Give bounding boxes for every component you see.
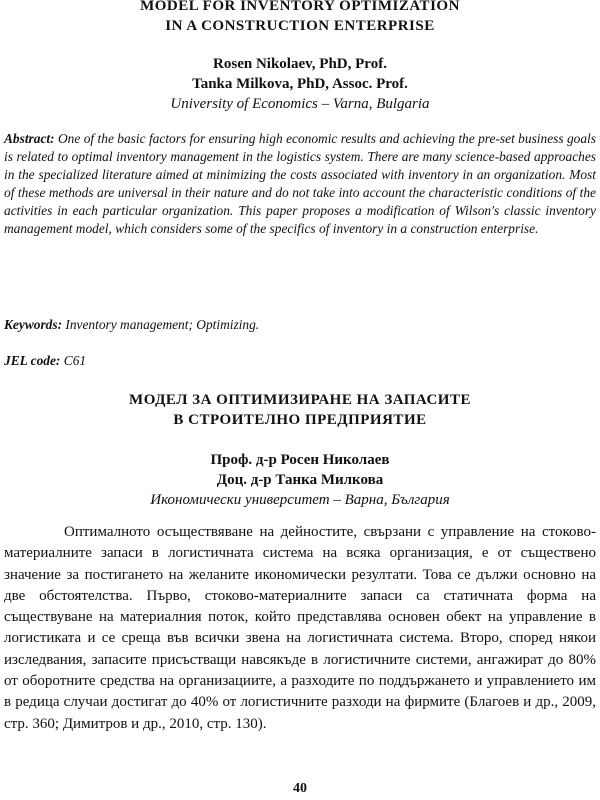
abstract-label: Abstract: — [4, 131, 55, 146]
english-title-line-1: MODEL FOR INVENTORY OPTIMIZATION — [140, 0, 460, 14]
english-affiliation: University of Economics – Varna, Bulgaria — [170, 96, 430, 112]
bulgarian-title-line-1: МОДЕЛ ЗА ОПТИМИЗИРАНЕ НА ЗАПАСИТЕ — [129, 392, 471, 408]
keywords-label: Keywords: — [4, 317, 63, 332]
jel-label: JEL code: — [4, 353, 61, 368]
jel-code — [4, 352, 596, 370]
bulgarian-title-line-2: В СТРОИТЕЛНО ПРЕДПРИЯТИЕ — [173, 412, 427, 428]
page-number: 40 — [293, 781, 307, 796]
bulgarian-affiliation: Икономически университет – Варна, България — [150, 492, 450, 508]
english-author-1: Rosen Nikolaev, PhD, Prof. — [213, 56, 387, 72]
jel-text: C61 — [63, 353, 87, 368]
english-title-line-2: IN A CONSTRUCTION ENTERPRISE — [165, 18, 435, 34]
abstract — [4, 130, 596, 238]
bulgarian-author-1: Проф. д-р Росен Николаев — [210, 452, 390, 468]
bulgarian-author-2: Доц. д-р Танка Милкова — [216, 472, 384, 488]
keywords-text: Inventory management; Optimizing. — [65, 317, 260, 332]
keywords — [4, 316, 596, 334]
english-author-2: Tanka Milkova, PhD, Assoc. Prof. — [192, 76, 408, 92]
body-paragraph: Оптималното осъществяване на дейностите, свързани с управление на стоково-материалните запаси в логистичната система на всяка организация, е от съществено значение за постигането на желаните икономически резултати. Това се дължи основно на две обстоятелства. Първо, стоково-материалните запаси са статичната форма на съществуване на материалния поток, който представлява основен обект на управление в логистиката и се среща във всички звена на логистичната система. Второ, според някои изследвания, запасите присъстващи навсякъде в логистичните системи, ангажират до 80% от оборотните средства на организациите, а разходите по поддържането и управлението им в редица случаи достигат до 40% от логистичните разходи на фирмите (Благоев и др., 2009, стр. 360; Димитров и др., 2010, стр. 130). — [4, 524, 596, 732]
abstract-text: One of the basic factors for ensuring high economic results and achieving the pre-set business goals is related to optimal inventory management in the logistics system. There are many science-based approaches in the specialized literature aimed at minimizing the costs associated with inventory in an organization. Most of these methods are universal in their nature and do not take into account the characteristic conditions of the activities in each particular organization. This paper proposes a modification of Wilson's classic inventory management model, which considers some of the specifics of inventory in a construction enterprise. — [4, 131, 596, 236]
